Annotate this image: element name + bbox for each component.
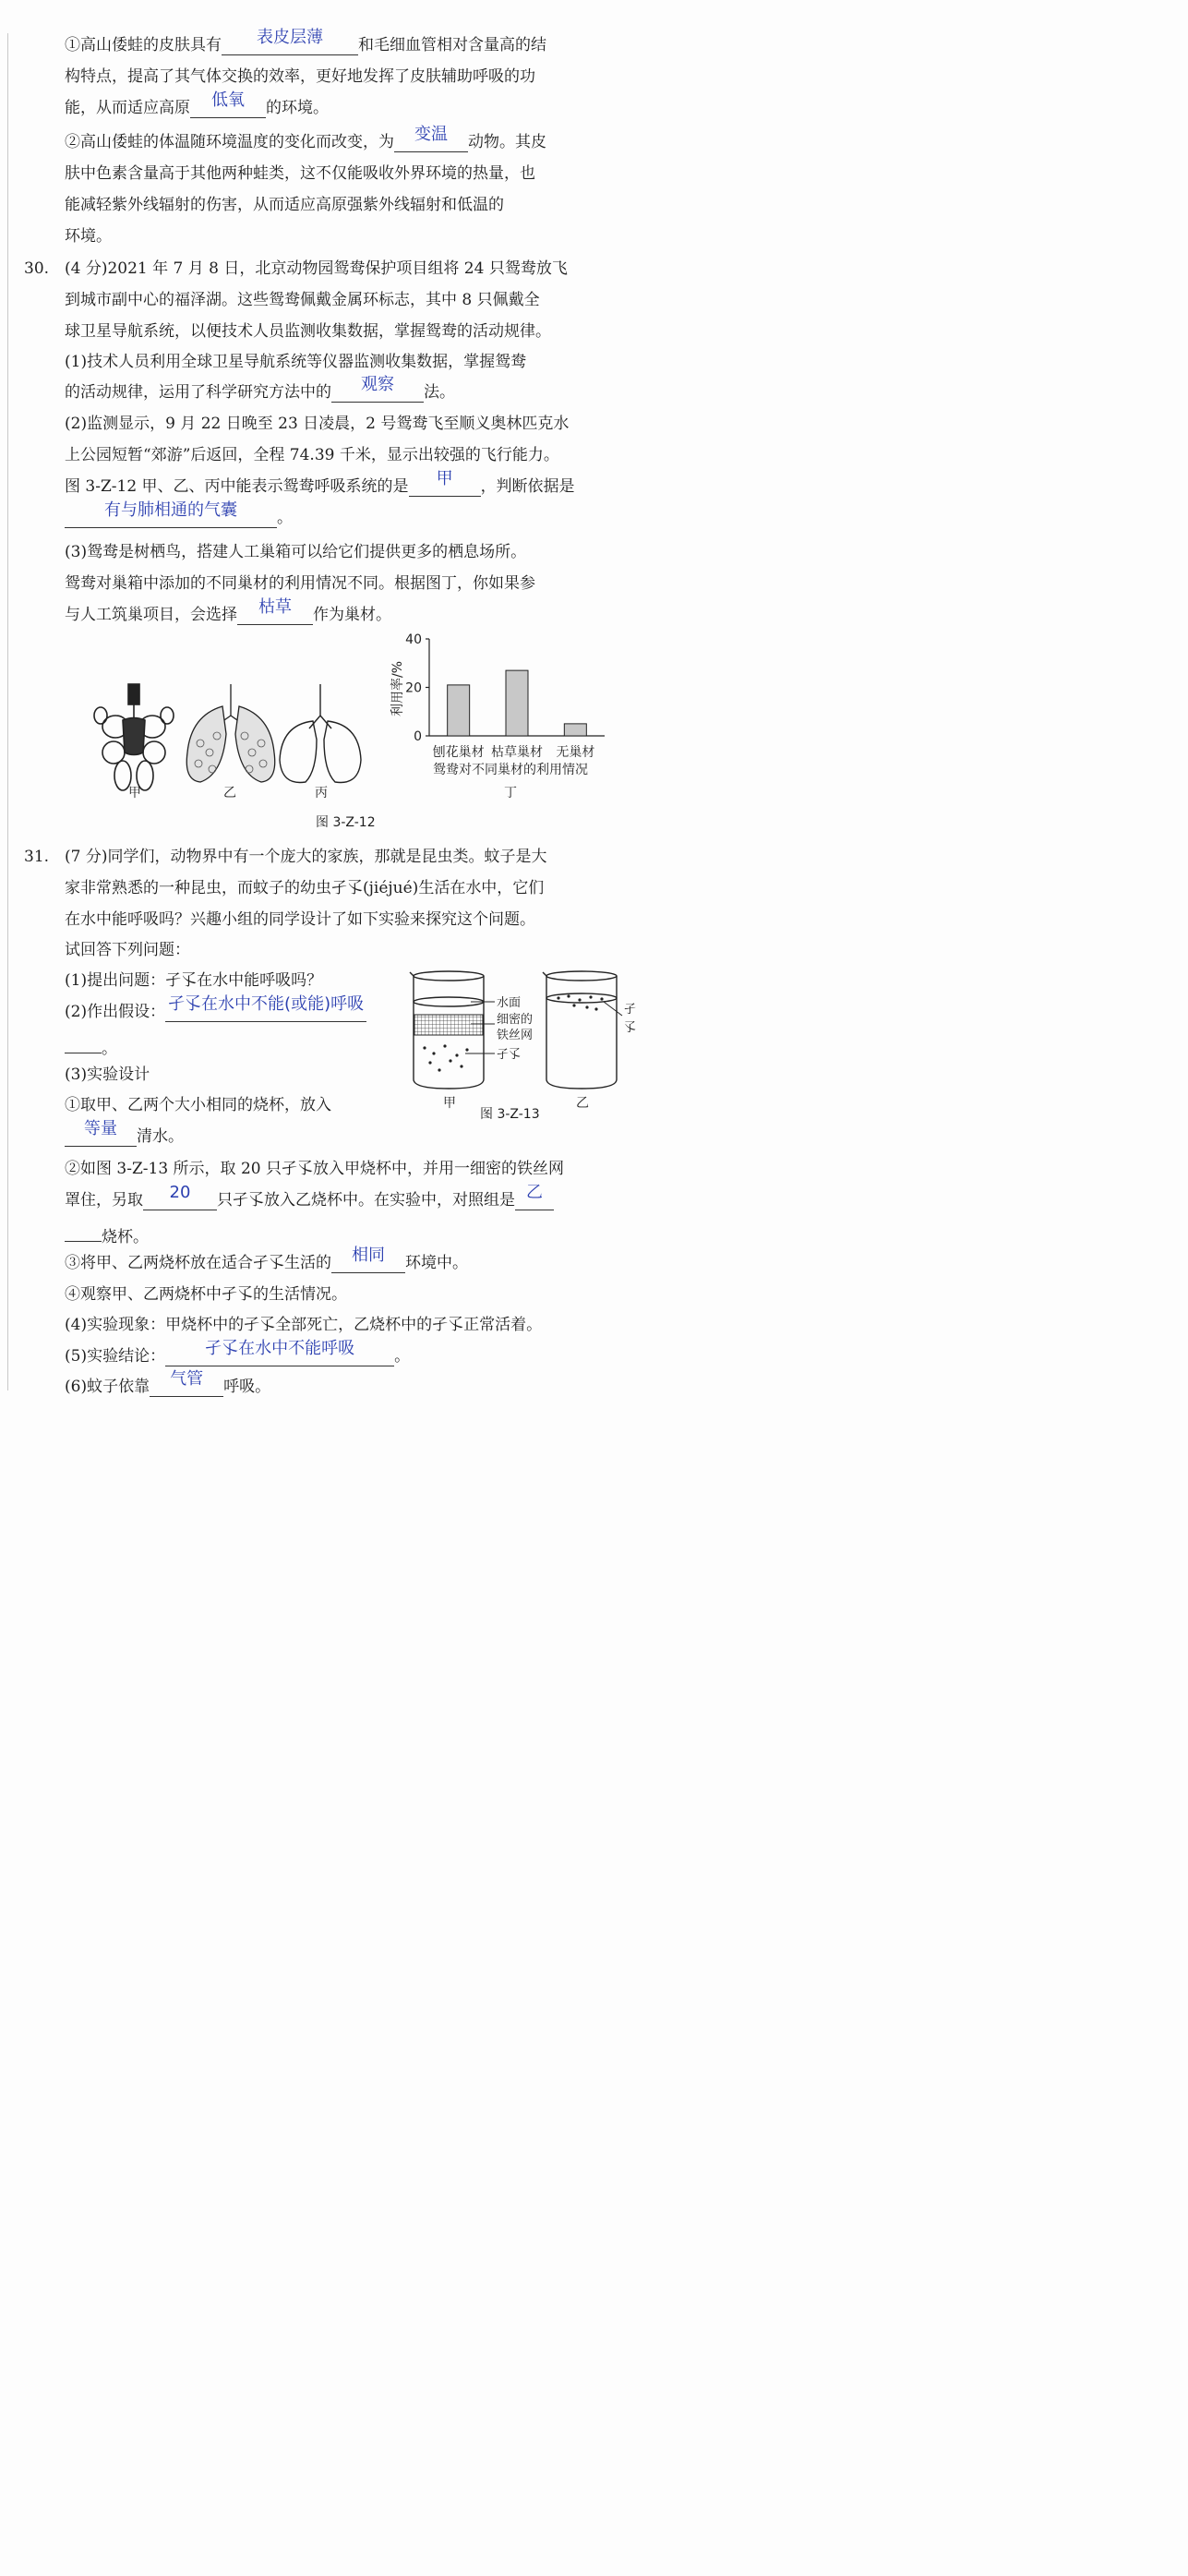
q30-s1-line2: 的活动规律，运用了科学研究方法中的 观察 法。: [65, 375, 455, 402]
answer-blank[interactable]: 乙: [515, 1190, 554, 1210]
q29-p2-line4: 环境。: [65, 227, 112, 246]
q30-s1-line1: (1)技术人员利用全球卫星导航系统等仪器监测收集数据，掌握鸳鸯: [65, 353, 527, 371]
x-tick-label: 刨花巢材: [432, 745, 485, 760]
respiratory-figure: [88, 679, 383, 803]
label-larva-2: 孑: [624, 1003, 637, 1017]
q31-s3-2-line1: ②如图 3-Z-13 所示，取 20 只孑孓放入甲烧杯中，并用一细密的铁丝网: [65, 1160, 564, 1178]
q30-s3-line3: 与人工筑巢项目，会选择 枯草 作为巢材。: [65, 597, 391, 624]
beaker-label-yi: 乙: [576, 1096, 589, 1111]
answer-blank[interactable]: 观察: [331, 382, 424, 403]
q31-line4: 试回答下列问题：: [65, 941, 190, 959]
q30-s2-line1: (2)监测显示，9 月 22 日晚至 23 日凌晨，2 号鸳鸯飞至顺义奥林匹克水: [65, 415, 570, 433]
y-tick-label: 40: [405, 632, 422, 647]
q30-line1: (4 分)2021 年 7 月 8 日，北京动物园鸳鸯保护项目组将 24 只鸳鸯放飞: [65, 259, 568, 278]
x-tick-label: 枯草巢材: [491, 745, 543, 760]
answer-blank[interactable]: 变温: [394, 132, 468, 152]
beaker-yi-icon: [543, 971, 617, 1089]
q31-s2: (2)作出假设： 孑孓在水中不能(或能)呼吸: [65, 1002, 366, 1022]
q31-s3: (3)实验设计: [65, 1065, 150, 1084]
q30-s3-line2: 鸳鸯对巢箱中添加的不同巢材的利用情况不同。根据图丁，你如果参: [65, 574, 535, 593]
frog-lung-icon: [280, 684, 361, 783]
label-water: 水面: [497, 996, 522, 1010]
mammal-lung-icon: [186, 684, 274, 782]
answer-blank[interactable]: 低氧: [190, 98, 266, 118]
figure-label-ding: 丁: [504, 786, 517, 800]
q31-s3-2-line3: 烧杯。: [65, 1222, 149, 1247]
q30-s2-line4: 有与肺相通的气囊 。: [65, 508, 293, 528]
larvae-jia: [423, 1044, 468, 1071]
q31-s6: (6)蚊子依靠 气管 呼吸。: [65, 1369, 271, 1396]
beaker-label-jia: 甲: [443, 1096, 456, 1111]
answer-blank[interactable]: 表皮层薄: [222, 35, 358, 55]
y-tick-label: 0: [414, 729, 422, 744]
figure-label-bing: 丙: [315, 786, 328, 800]
q31-s1: (1)提出问题：孑孓在水中能呼吸吗？: [65, 971, 323, 990]
q30-line3: 球卫星导航系统，以便技术人员监测收集数据，掌握鸳鸯的活动规律。: [65, 322, 551, 341]
wire-mesh: [414, 1015, 483, 1035]
leader-lines: [465, 1002, 622, 1053]
q30-line2: 到城市副中心的福泽湖。这些鸳鸯佩戴金属环标志，其中 8 只佩戴全: [65, 291, 540, 309]
y-axis-label: 利用率/%: [390, 660, 405, 717]
answer-blank[interactable]: 气管: [150, 1377, 223, 1397]
q31-line2: 家非常熟悉的一种昆虫，而蚊子的幼虫孑孓(jiéjué)生活在水中，它们: [65, 879, 545, 897]
answer-blank[interactable]: 相同: [331, 1253, 405, 1273]
q31-number: 31.: [24, 848, 50, 866]
nest-material-chart: [383, 628, 642, 803]
label-larva-3: 孓: [624, 1021, 637, 1035]
q29-p2-line1: ②高山倭蛙的体温随环境温度的变化而改变，为 变温 动物。其皮: [65, 125, 546, 151]
answer-blank[interactable]: 甲: [409, 476, 481, 497]
q31-s3-2-line2: 罩住，另取 20 只孑孓放入乙烧杯中。在实验中，对照组是 乙: [65, 1190, 554, 1210]
q31-s3-1-line2: 等量 清水。: [65, 1126, 184, 1147]
answer-blank[interactable]: 孑孓在水中不能(或能)呼吸: [165, 1002, 366, 1022]
beaker-figure: [406, 965, 637, 1126]
q31-line1: (7 分)同学们，动物界中有一个庞大的家族，那就是昆虫类。蚊子是大: [65, 848, 547, 866]
bar-1: [448, 685, 470, 736]
q30-s2-line2: 上公园短暂“郊游”后返回，全程 74.39 千米，显示出较强的飞行能力。: [65, 446, 559, 464]
label-mesh-2: 铁丝网: [497, 1029, 534, 1042]
y-tick-label: 20: [405, 680, 422, 696]
answer-blank[interactable]: 等量: [65, 1126, 137, 1147]
q31-s5: (5)实验结论： 孑孓在水中不能呼吸 。: [65, 1339, 411, 1366]
figure-caption-12: 图 3-Z-12: [316, 815, 376, 830]
q30-number: 30.: [24, 259, 50, 278]
bar-3: [564, 724, 586, 736]
q29-p1-line3: 能，从而适应高原 低氧 的环境。: [65, 90, 329, 117]
figure-label-jia: 甲: [128, 786, 141, 800]
q31-s3-4: ④观察甲、乙两烧杯中孑孓的生活情况。: [65, 1285, 347, 1304]
q31-s4: (4)实验现象：甲烧杯中的孑孓全部死亡，乙烧杯中的孑孓正常活着。: [65, 1316, 543, 1334]
answer-blank[interactable]: [65, 1222, 102, 1242]
figure-label-yi: 乙: [223, 786, 236, 800]
label-mesh: 细密的: [497, 1013, 534, 1027]
q31-s3-1-line1: ①取甲、乙两个大小相同的烧杯，放入: [65, 1096, 331, 1114]
q29-p1-line2: 构特点，提高了其气体交换的效率，更好地发挥了皮肤辅助呼吸的功: [65, 67, 535, 86]
x-tick-label: 无巢材: [556, 745, 595, 760]
q30-s3-line1: (3)鸳鸯是树栖鸟，搭建人工巢箱可以给它们提供更多的栖息场所。: [65, 543, 527, 561]
answer-blank[interactable]: [65, 1033, 102, 1053]
q31-s3-3: ③将甲、乙两烧杯放在适合孑孓生活的 相同 环境中。: [65, 1246, 468, 1272]
bird-respiratory-icon: [94, 684, 174, 790]
bar-2: [506, 670, 528, 736]
q30-s2-line3: 图 3-Z-12 甲、乙、丙中能表示鸳鸯呼吸系统的是 甲 ，判断依据是: [65, 469, 575, 496]
margin-line: [7, 33, 8, 1390]
answer-blank[interactable]: 孑孓在水中不能呼吸: [165, 1346, 394, 1366]
answer-blank[interactable]: 20: [143, 1190, 217, 1210]
q29-p1-line1: ①高山倭蛙的皮肤具有 表皮层薄 和毛细血管相对含量高的结: [65, 28, 546, 54]
label-larva: 孑孓: [497, 1048, 522, 1062]
q31-line3: 在水中能呼吸吗？兴趣小组的同学设计了如下实验来探究这个问题。: [65, 910, 535, 929]
q29-p2-line2: 肤中色素含量高于其他两种蛙类，这不仅能吸收外界环境的热量，也: [65, 164, 535, 183]
chart-title: 鸳鸯对不同巢材的利用情况: [433, 763, 588, 777]
answer-blank[interactable]: 有与肺相通的气囊: [65, 508, 277, 528]
q31-s2-end: 。: [65, 1033, 117, 1059]
figure-caption-13: 图 3-Z-13: [480, 1107, 540, 1122]
q29-p2-line3: 能减轻紫外线辐射的伤害，从而适应高原强紫外线辐射和低温的: [65, 196, 504, 214]
answer-blank[interactable]: 枯草: [237, 605, 313, 625]
